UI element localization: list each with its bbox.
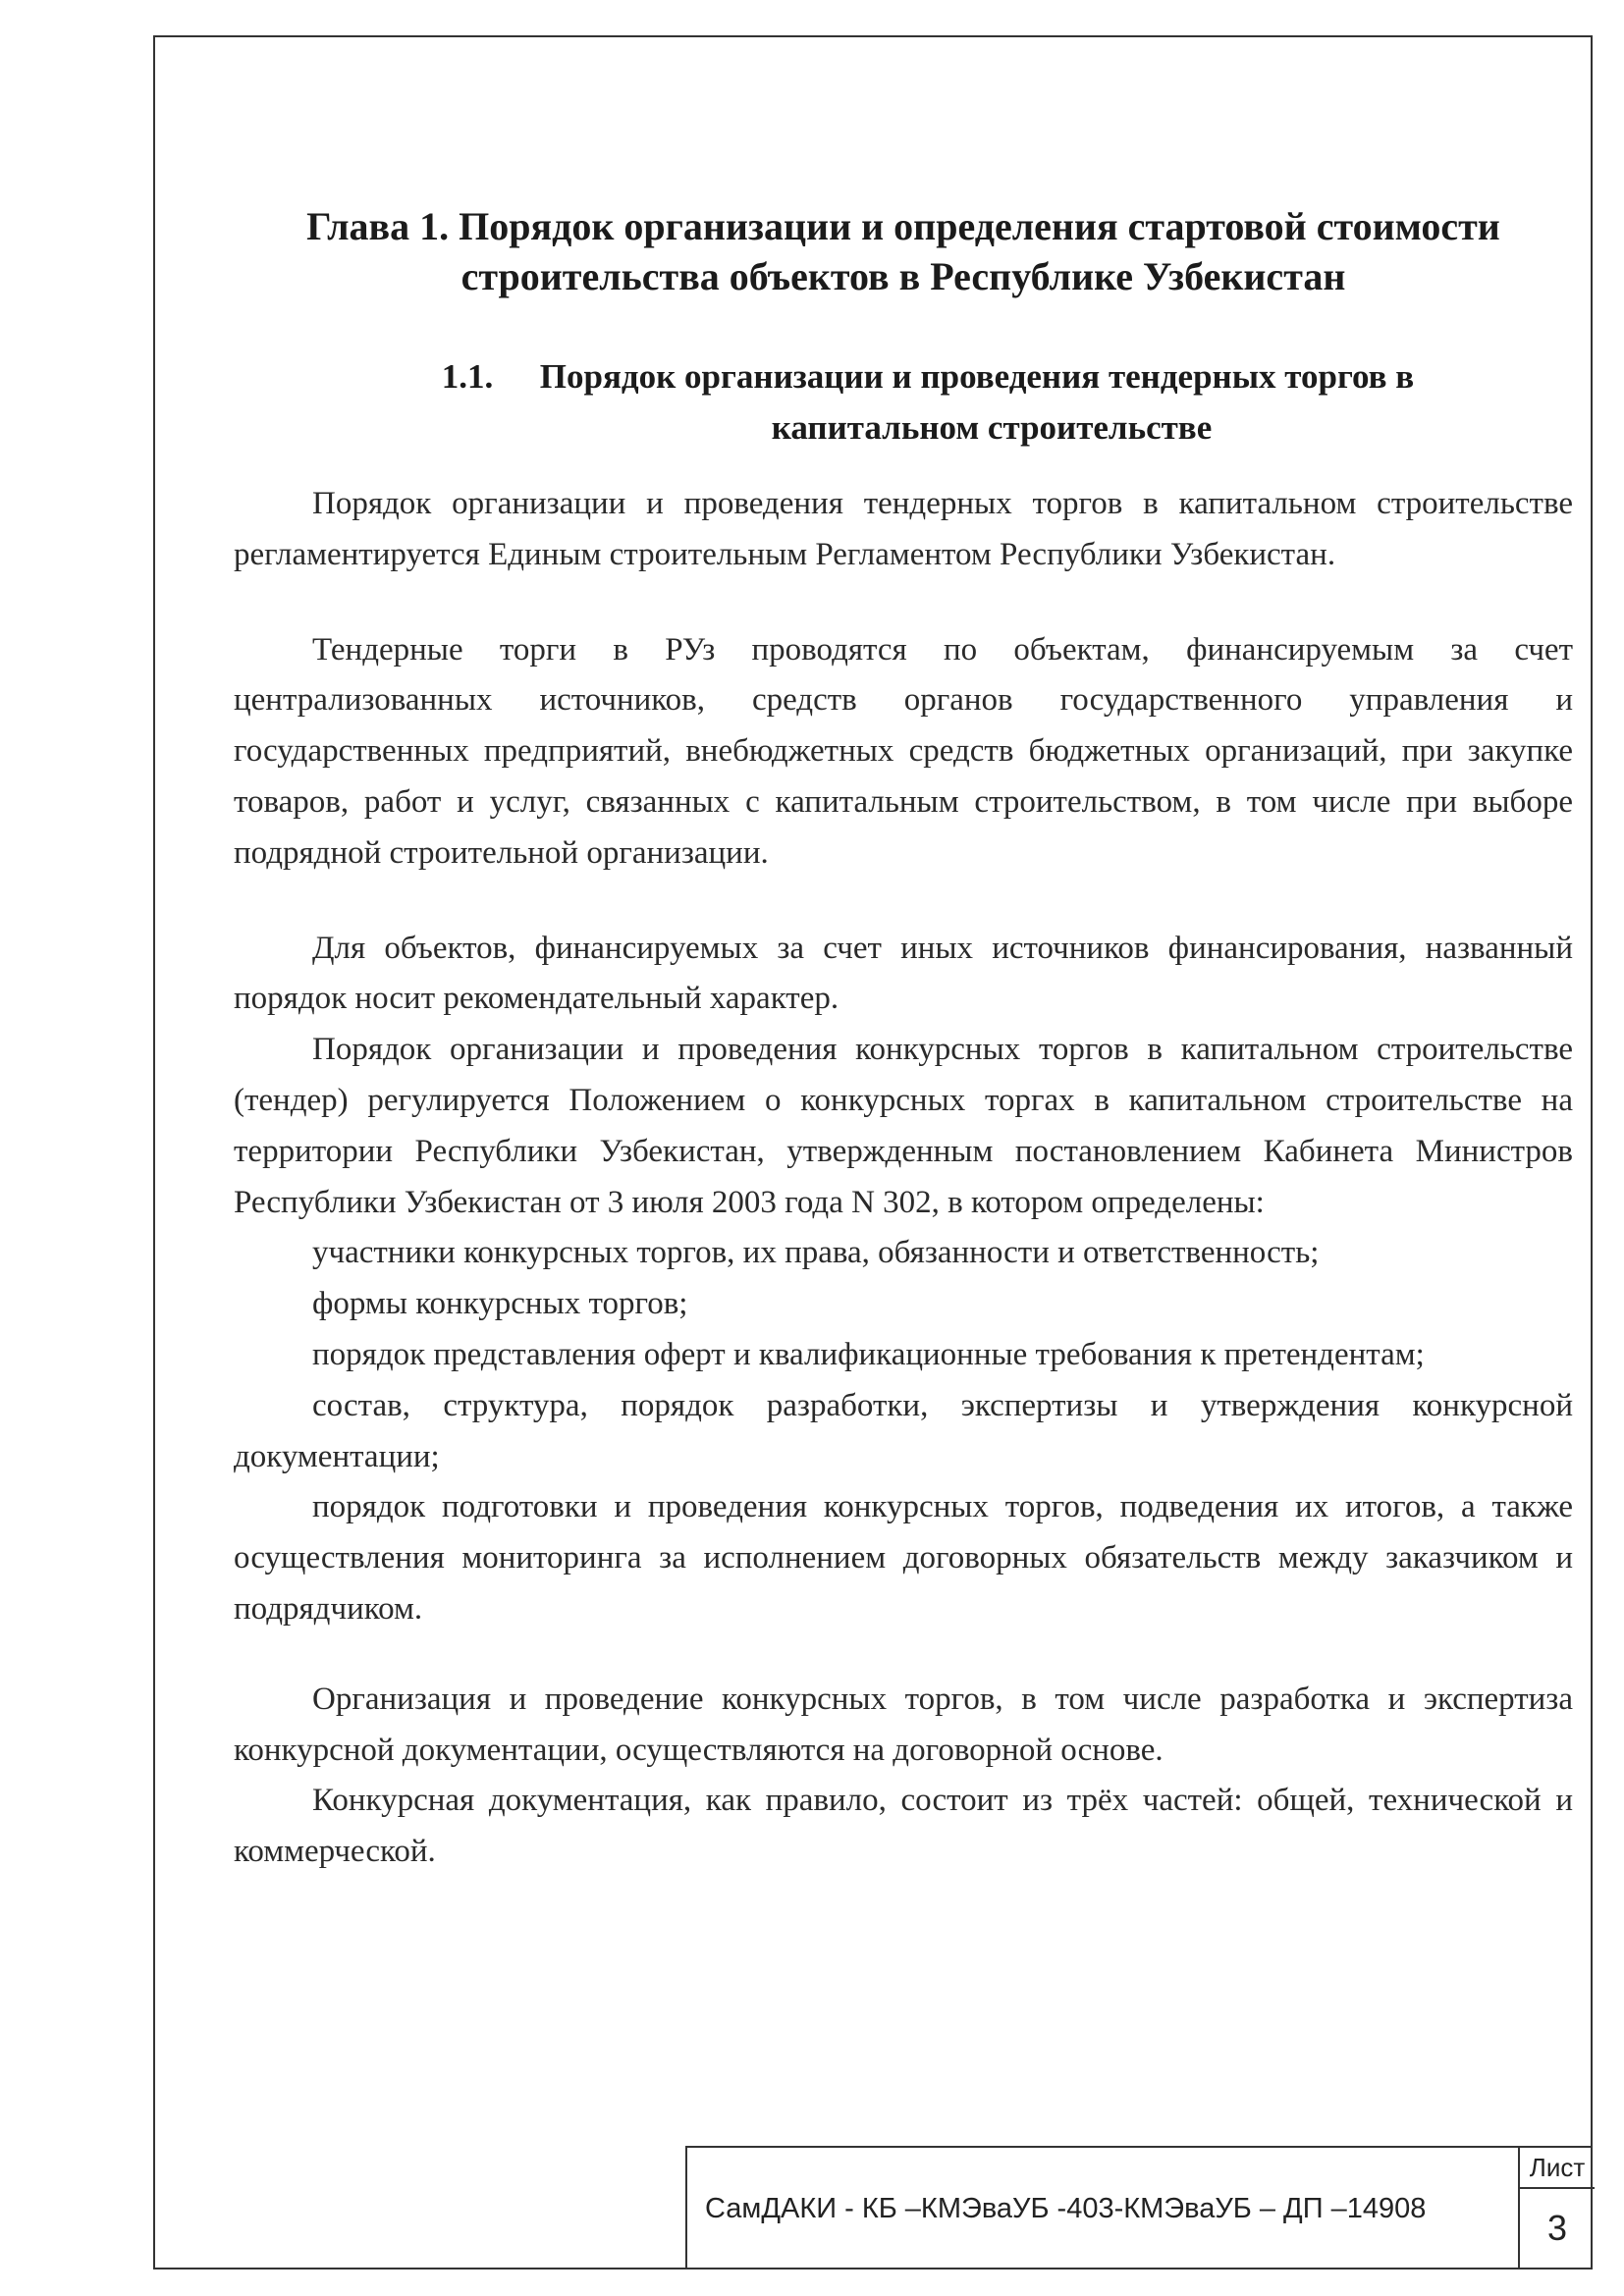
chapter-title: Глава 1. Порядок организации и определения стартовой стоимости строительства объектов в Республике Узбекистан — [306, 204, 1500, 298]
list-item: состав, структура, порядок разработки, экспертизы и утверждения конкурсной документации; — [234, 1387, 1573, 1474]
sheet-label: Лист — [1520, 2148, 1595, 2189]
paragraph: Порядок организации и проведения конкурсных торгов в капитальном строительстве (тендер) регулируется Положением о конкурсных торгах в капитальном строительстве на территории Республики Узбекистан, утвержденным постановлением Кабинета Министров Республики Узбекистан от 3 июля 2003 года N 302, в котором определены: — [234, 1032, 1573, 1220]
body-text — [234, 479, 1573, 1878]
title-block-stamp — [685, 2146, 1593, 2269]
section-title-line1: Порядок организации и проведения тендерных торгов в — [539, 357, 1415, 396]
list-item: участники конкурсных торгов, их права, обязанности и ответственность; — [312, 1235, 1320, 1271]
paragraph: Организация и проведение конкурсных торгов, в том числе разработка и экспертиза конкурсной документации, осуществляются на договорной основе. — [234, 1681, 1573, 1768]
list-item: порядок представления оферт и квалификационные требования к претендентам; — [312, 1336, 1425, 1372]
section-number: 1.1. — [441, 357, 494, 396]
document-code: СамДАКИ - КБ –КМЭваУБ -403-КМЭваУБ – ДП –14908 — [705, 2193, 1427, 2224]
paragraph: Тендерные торги в РУз проводятся по объектам, финансируемым за счет централизованных источников, средств органов государственного управления и государственных предприятий, внебюджетных средств бюджетных организаций, при закупке товаров, работ и услуг, связанных с капитальным строительством, в том числе при выборе подрядной строительной организации. — [234, 631, 1573, 871]
section-title-line2: капитальном строительстве — [771, 408, 1213, 447]
list-item: формы конкурсных торгов; — [312, 1286, 688, 1322]
sheet-box — [1518, 2148, 1595, 2269]
sheet-number: 3 — [1546, 2208, 1568, 2248]
paragraph: Порядок организации и проведения тендерных торгов в капитальном строительстве регламентируется Единым строительным Регламентом Республики Узбекистан. — [234, 486, 1573, 572]
paragraph: Для объектов, финансируемых за счет иных источников финансирования, названный порядок носит рекомендательный характер. — [234, 930, 1573, 1017]
paragraph: Конкурсная документация, как правило, состоит из трёх частей: общей, технической и коммерческой. — [234, 1783, 1573, 1870]
list-item: порядок подготовки и проведения конкурсных торгов, подведения их итогов, а также осуществления мониторинга за исполнением договорных обязательств между заказчиком и подрядчиком. — [234, 1489, 1573, 1627]
section-title — [295, 351, 1561, 454]
